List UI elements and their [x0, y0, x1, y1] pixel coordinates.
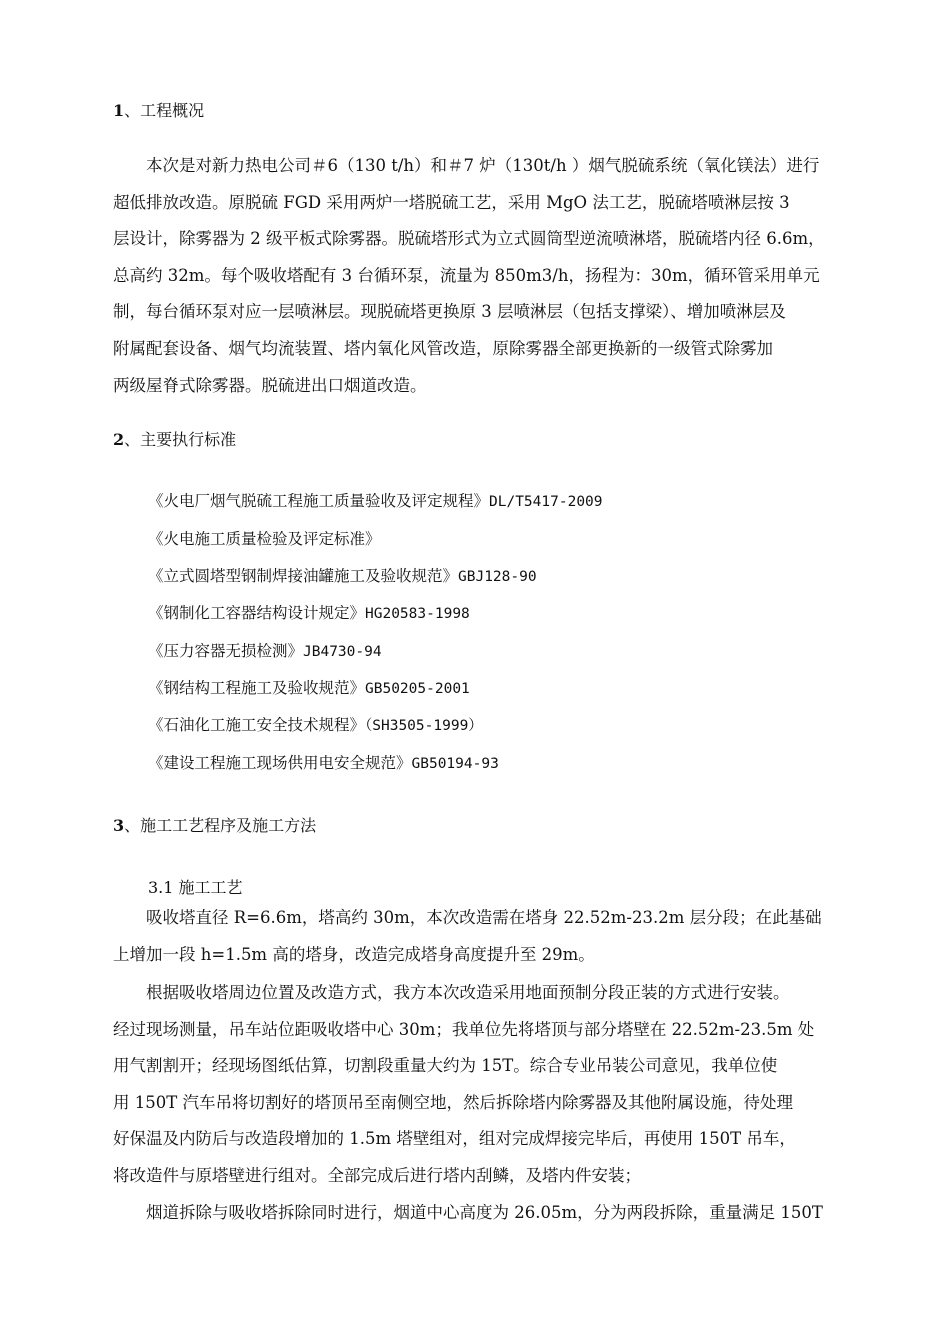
- standard-item: [148, 676, 470, 698]
- paragraph-line: 制，每台循环泵对应一层喷淋层。现脱硫塔更换原 3 层喷淋层（包括支撑梁）、增加喷淋层及: [113, 302, 786, 322]
- standard-item: [148, 601, 470, 623]
- standard-item: [148, 751, 499, 773]
- paragraph-line: 超低排放改造。原脱硫 FGD 采用两炉一塔脱硫工艺，采用 MgO 法工艺，脱硫塔喷淋层按 3: [113, 192, 790, 212]
- standard-code: GBJ128-90: [458, 569, 537, 585]
- section-1-paragraph: [113, 148, 883, 404]
- standard-name: 《火电厂烟气脱硫工程施工质量验收及评定规程》: [148, 492, 490, 510]
- standard-item: [148, 527, 381, 549]
- standard-name: 《石油化工施工安全技术规程》: [148, 716, 366, 734]
- standard-name: 《钢结构工程施工及验收规范》: [148, 679, 366, 697]
- section-2-heading: [113, 427, 236, 450]
- standard-item: [148, 564, 537, 586]
- standard-code: （SH3505-1999）: [365, 718, 483, 734]
- standard-item: [148, 639, 382, 661]
- standard-item: [148, 489, 603, 511]
- paragraph-line: 用气割割开；经现场图纸估算，切割段重量大约为 15T。综合专业吊装公司意见，我单位使: [113, 1056, 778, 1076]
- section-2-number: 2: [113, 430, 125, 449]
- paragraph-line: 本次是对新力热电公司＃6（130 t/h）和＃7 炉（130t/h ）烟气脱硫系统（氧化镁法）进行: [113, 156, 820, 175]
- section-3-paragraph-1: [113, 900, 883, 973]
- standard-code: JB4730-94: [303, 644, 382, 660]
- section-2-title: 、主要执行标准: [124, 430, 237, 449]
- paragraph-line: 用 150T 汽车吊将切割好的塔顶吊至南侧空地，然后拆除塔内除雾器及其他附属设施，待处理: [113, 1092, 793, 1112]
- paragraph-line: 总高约 32m。每个吸收塔配有 3 台循环泵，流量为 850m3/h，扬程为：30m，循环管采用单元: [113, 265, 820, 285]
- standard-code: HG20583-1998: [365, 606, 470, 622]
- section-3-heading: [113, 813, 316, 836]
- section-3-paragraph-2: [113, 975, 883, 1231]
- standard-code: GB50205-2001: [365, 681, 470, 697]
- standard-code: GB50194-93: [411, 756, 499, 772]
- standard-name: 《建设工程施工现场供用电安全规范》: [148, 754, 412, 772]
- paragraph-line: 两级屋脊式除雾器。脱硫进出口烟道改造。: [113, 375, 427, 395]
- section-1-title: 、工程概况: [124, 101, 205, 120]
- paragraph-line: 经过现场测量，吊车站位距吸收塔中心 30m；我单位先将塔顶与部分塔壁在 22.52m-23.5m 处: [113, 1019, 815, 1039]
- standard-item: [148, 713, 483, 735]
- section-1-heading: [113, 98, 204, 121]
- paragraph-line: 层设计，除雾器为 2 级平板式除雾器。脱硫塔形式为立式圆筒型逆流喷淋塔，脱硫塔内径 6.6m，: [113, 229, 825, 249]
- paragraph-line: 吸收塔直径 R=6.6m，塔高约 30m，本次改造需在塔身 22.52m-23.2m 层分段；在此基础: [113, 908, 822, 927]
- standard-name: 《压力容器无损检测》: [148, 642, 304, 660]
- section-1-number: 1: [113, 101, 125, 120]
- standard-code: DL/T5417-2009: [489, 494, 603, 510]
- paragraph-line: 烟道拆除与吸收塔拆除同时进行，烟道中心高度为 26.05m，分为两段拆除，重量满足 150T: [113, 1202, 823, 1222]
- paragraph-line: 根据吸收塔周边位置及改造方式，我方本次改造采用地面预制分段正装的方式进行安装。: [113, 983, 790, 1002]
- paragraph-line: 好保温及内防后与改造段增加的 1.5m 塔壁组对，组对完成焊接完毕后，再使用 150T 吊车，: [113, 1129, 796, 1149]
- standard-name: 《火电施工质量检验及评定标准》: [148, 530, 381, 548]
- section-3-title: 、施工工艺程序及施工方法: [124, 816, 317, 835]
- section-3-number: 3: [113, 816, 125, 835]
- paragraph-line: 将改造件与原塔壁进行组对。全部完成后进行塔内刮鳞，及塔内件安装；: [113, 1165, 641, 1185]
- paragraph-line: 附属配套设备、烟气均流装置、塔内氧化风管改造，原除雾器全部更换新的一级管式除雾加: [113, 338, 773, 358]
- paragraph-line: 上增加一段 h=1.5m 高的塔身，改造完成塔身高度提升至 29m。: [113, 944, 595, 964]
- subsection-title: 3.1 施工工艺: [148, 878, 243, 897]
- standard-name: 《立式圆塔型钢制焊接油罐施工及验收规范》: [148, 567, 459, 585]
- standard-name: 《钢制化工容器结构设计规定》: [148, 604, 366, 622]
